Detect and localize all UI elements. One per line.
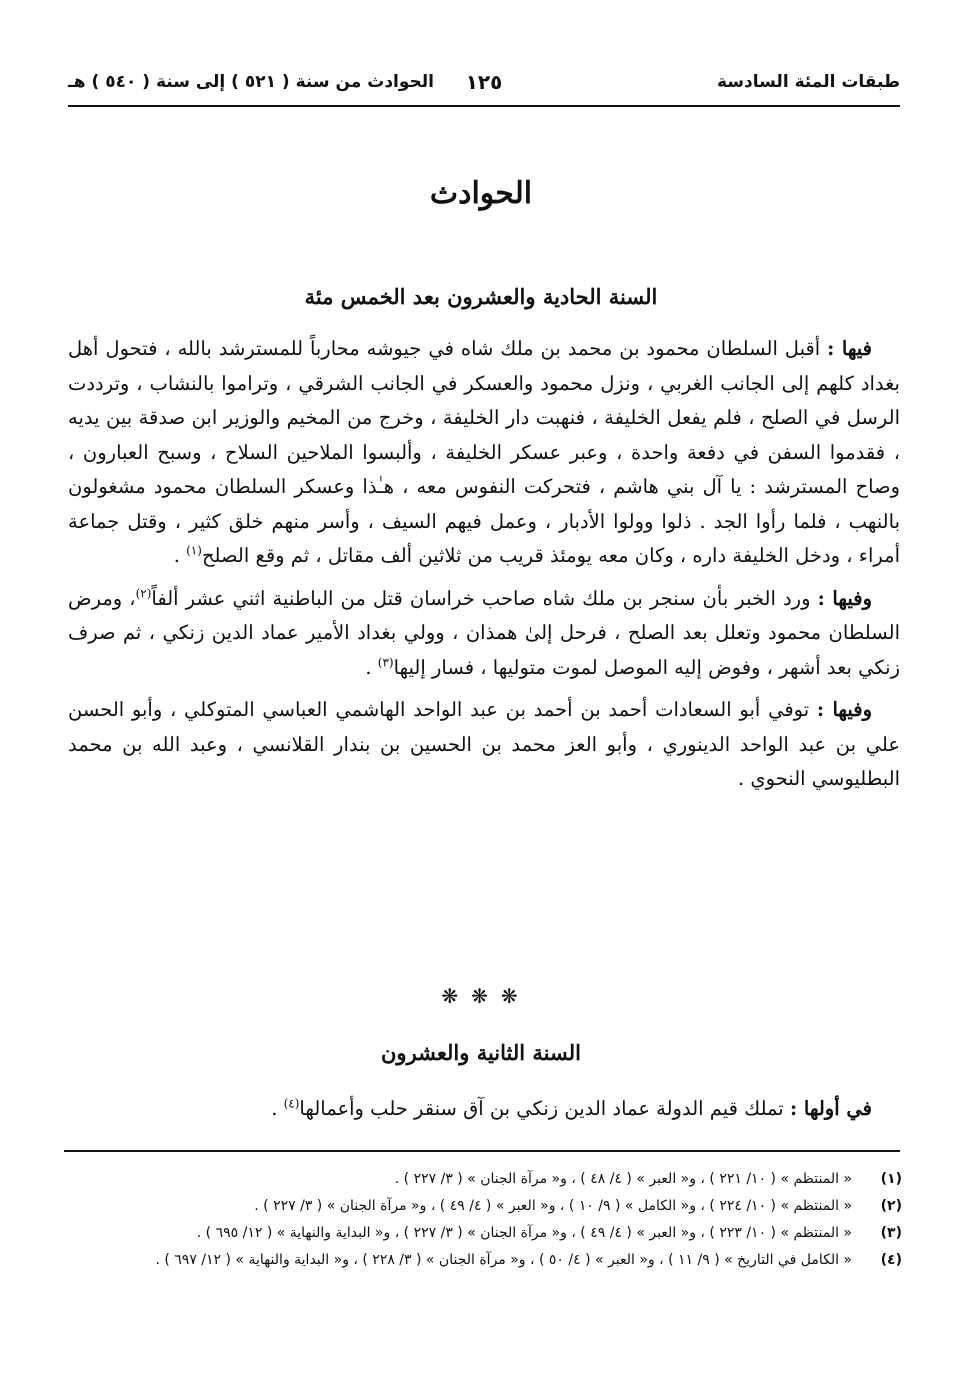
year-522-body <box>68 1092 900 1135</box>
paragraph-tail: . <box>173 544 187 567</box>
book-title: طبقات المئة السادسة <box>717 72 900 92</box>
footnote-number: (٢) <box>880 1198 902 1214</box>
year-522-title: السنة الثانية والعشرون <box>381 1040 581 1065</box>
footnote-item <box>68 1247 908 1274</box>
footnote-ref: (٤) <box>283 1096 300 1111</box>
paragraph-lead: في أولها : <box>789 1097 872 1120</box>
paragraph-text: ورد الخبر بأن سنجر بن ملك شاه صاحب خراسان قتل من الباطنية اثني عشر ألفاً <box>151 586 811 610</box>
paragraph-3 <box>68 693 900 797</box>
footnote-rule <box>64 1150 900 1152</box>
year-521-body <box>68 332 900 805</box>
section-separator: ❋ ❋ ❋ <box>441 984 521 1008</box>
footnotes <box>68 1166 908 1274</box>
paragraph-text: تملك قيم الدولة عماد الدين زنكي بن آق سنقر حلب وأعمالها <box>299 1097 784 1120</box>
paragraph-lead: وفيها : <box>817 586 872 610</box>
page-number: ١٢٥ <box>465 70 503 94</box>
paragraph-tail: ، ومرض السلطان محمود وتعلل بعد الصلح ، فرحل إلىٰ همذان ، وولي بغداد الأمير عماد الدين زنكي ، ثم صرف زنكي بعد أشهر ، وفوض إليه الموصل لموت متوليها ، فسار إليها <box>68 586 900 679</box>
footnote-item <box>68 1220 908 1247</box>
paragraph-text: توفي أبو السعادات أحمد بن أحمد بن عبد الواحد الهاشمي العباسي المتوكلي ، وأبو الحسن علي بن عبد الواحد الدينوري ، وأبو العز محمد بن الحسين بن بندار القلانسي ، وعبد الله بن محمد البطليوسي النحوي . <box>68 698 900 790</box>
footnote-ref: (٢) <box>135 586 152 600</box>
footnote-item <box>68 1166 908 1193</box>
footnote-text: « الكامل في التاريخ » ( ٩/ ١١ ) ، و« العبر » ( ٤/ ٥٠ ) ، و« مرآة الجنان » ( ٣/ ٢٢٨ ) ، و« البداية والنهاية » ( ١٢/ ٦٩٧ ) . <box>155 1252 852 1268</box>
year-521-title: السنة الحادية والعشرون بعد الخمس مئة <box>304 284 658 309</box>
paragraph-4 <box>68 1092 900 1127</box>
footnote-ref: (٣) <box>377 655 394 669</box>
running-header <box>68 66 900 106</box>
footnote-item <box>68 1193 908 1220</box>
paragraph-tail: . <box>271 1097 284 1120</box>
footnote-text: « المنتظم » ( ١٠/ ٢٢٤ ) ، و« الكامل » ( ٩/ ١٠ ) ، و« العبر » ( ٤/ ٤٩ ) ، و« مرآة الجنان » ( ٣/ ٢٢٧ ) . <box>254 1198 852 1214</box>
paragraph-1 <box>68 332 900 574</box>
paragraph-2 <box>68 582 900 686</box>
footnote-text: « المنتظم » ( ١٠/ ٢٢٣ ) ، و« العبر » ( ٤/ ٤٩ ) ، و« مرآة الجنان » ( ٣/ ٢٢٧ ) ، و« البداية والنهاية » ( ١٢/ ٦٩٥ ) . <box>196 1225 852 1241</box>
year-range: الحوادث من سنة ( ٥٢١ ) إلى سنة ( ٥٤٠ ) هـ <box>68 72 435 92</box>
footnote-number: (١) <box>880 1171 902 1187</box>
section-title: الحوادث <box>429 176 533 211</box>
footnote-number: (٤) <box>880 1252 902 1268</box>
paragraph-lead: وفيها : <box>816 698 872 721</box>
paragraph-text: أقبل السلطان محمود بن محمد بن ملك شاه في جيوشه محارباً للمسترشد بالله ، فتحول أهل بغداد كلهم إلى الجانب الغربي ، ونزل محمود والعسكر في الجانب الشرقي ، وتراموا بالنشاب ، وترددت الرسل في الصلح ، فلم يفعل الخليفة ، فنهبت دار الخليفة ، وخرج من المخيم والوزير ابن صدقة بين يديه ، فقدموا السفن في دفعة واحدة ، وعبر عسكر الخليفة ، وألبسوا الملاحين السلاح ، وسبح العبارون ، وصاح المسترشد : يا آل بني هاشم ، فتحركت النفوس معه ، هـٰذا وعسكر السلطان محمود مشغولون بالنهب ، فلما رأوا الجد . ذلوا وولوا الأدبار ، وعمل فيهم السيف ، وأسر منهم خلق كثير ، وقتل جماعة أمراء ، ودخل الخليفة داره ، وكان معه يومئذ قريب من ثلاثين ألف مقاتل ، ثم وقع الصلح <box>68 337 900 567</box>
paragraph-lead: فيها : <box>827 337 873 360</box>
footnote-number: (٣) <box>880 1225 902 1241</box>
footnote-text: « المنتظم » ( ١٠/ ٢٢١ ) ، و« العبر » ( ٤/ ٤٨ ) ، و« مرآة الجنان » ( ٣/ ٢٢٧ ) . <box>394 1171 852 1187</box>
paragraph-tail: . <box>365 655 378 679</box>
header-rule <box>68 105 900 107</box>
footnote-ref: (١) <box>186 543 202 558</box>
